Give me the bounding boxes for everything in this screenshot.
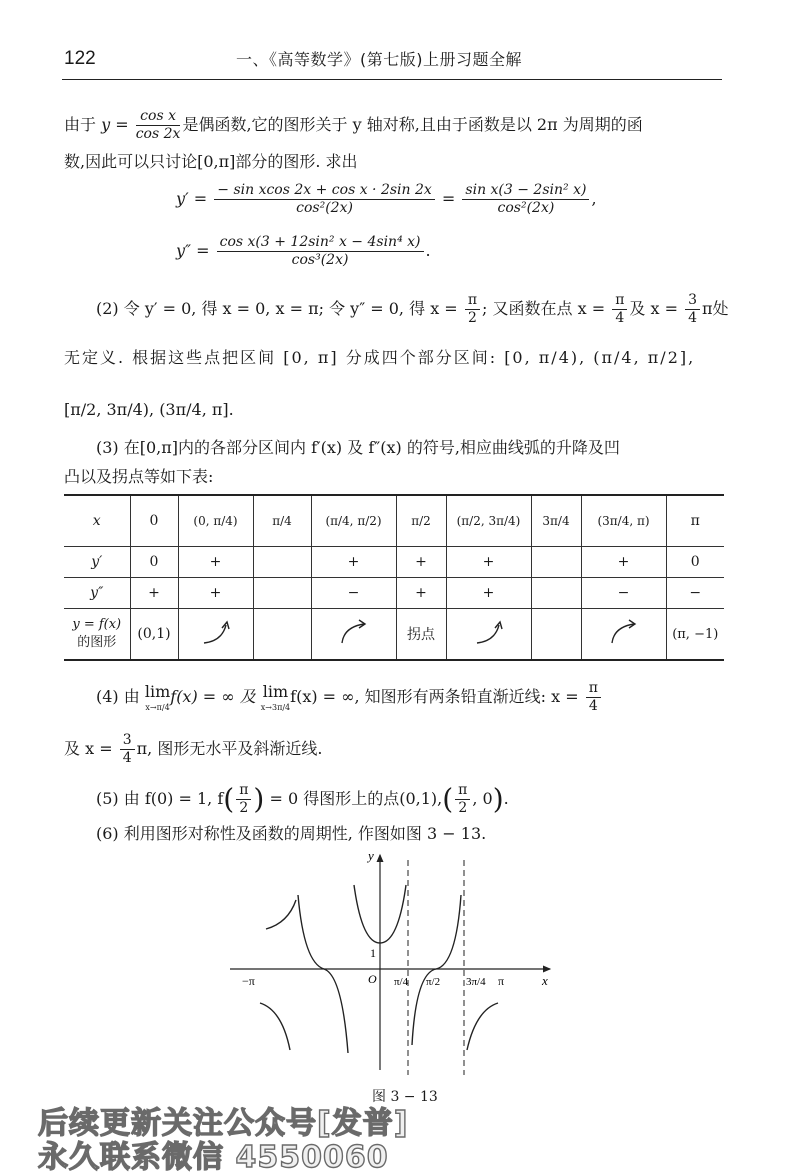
step4-frac-3-4 xyxy=(120,732,135,767)
label-neg-pi: −π xyxy=(242,974,255,988)
interval-3: [π/2, 3π/4) xyxy=(64,400,150,419)
header-rule xyxy=(62,79,722,80)
intro-text-2: 是偶函数,它的图形关于 y 轴对称,且由于函数是以 2π 为周期的函 xyxy=(182,115,643,134)
paren-open: ( xyxy=(442,782,454,816)
frac-den: 2 xyxy=(458,800,468,816)
concave-down-increasing-arc-icon xyxy=(604,615,644,649)
table-cell xyxy=(253,578,311,609)
step3-line-1: (3) 在[0,π]内的各部分区间内 f′(x) 及 f″(x) 的符号,相应曲线弧的升降及凹 xyxy=(96,438,620,457)
frac-num: π xyxy=(586,680,601,698)
sign-table xyxy=(64,494,724,661)
figure-3-13 xyxy=(220,845,560,1080)
label-pi: π xyxy=(498,974,505,988)
step4-text-c: f(x) = ∞, 知图形有两条铅直渐近线: x = xyxy=(290,687,579,706)
table-cell xyxy=(253,547,311,578)
frac-den: 4 xyxy=(615,310,625,326)
cell-header-graph xyxy=(64,609,130,661)
table-cell: 0 xyxy=(130,547,178,578)
step2-line-3: [π/2, 3π/4), (3π/4, π]. xyxy=(64,400,234,419)
step4-line-2 xyxy=(64,732,322,767)
curve-left-middle-branch xyxy=(298,895,348,1053)
table-cell: (0, π/4) xyxy=(178,495,253,547)
intro-line-2: 数,因此可以只讨论[0,π]部分的图形. 求出 xyxy=(64,152,358,171)
table-cell: 拐点 xyxy=(396,609,446,661)
step2-frac-pi-2 xyxy=(465,292,480,327)
page-number: 122 xyxy=(64,48,96,69)
frac-den: 2 xyxy=(239,800,249,816)
curve-right-branch xyxy=(467,1003,498,1050)
frac-num: π xyxy=(612,292,627,310)
graph-label-2: 的图形 xyxy=(77,635,117,650)
watermark-line-1: 后续更新关注公众号[发普] xyxy=(38,1106,409,1141)
label-pi-over-4: π/4 xyxy=(394,976,409,988)
table-cell: 3π/4 xyxy=(531,495,581,547)
step5-text-b: = 0 得图形上的点(0,1), xyxy=(269,789,443,808)
table-cell: − xyxy=(666,578,724,609)
step6-line: (6) 利用图形对称性及函数的周期性, 作图如图 3 − 13. xyxy=(96,824,487,843)
table-cell: − xyxy=(581,578,666,609)
interval-4: (3π/4, π] xyxy=(159,400,229,419)
step2-line-1 xyxy=(96,292,729,327)
y2-den: cos³(2x) xyxy=(291,252,349,268)
intro-text: 由于 xyxy=(64,115,102,134)
table-cell: − xyxy=(311,578,396,609)
table-cell: + xyxy=(446,547,531,578)
y1-den2: cos²(2x) xyxy=(497,200,555,216)
intro-frac-den: cos 2x xyxy=(135,126,181,142)
limit-1 xyxy=(145,680,170,712)
table-row-x xyxy=(64,495,724,547)
step5-text-a: (5) 由 f(0) = 1, f xyxy=(96,789,224,808)
y1-den: cos²(2x) xyxy=(296,200,353,216)
interval-1: [0, π/4) xyxy=(504,348,580,367)
label-y: y xyxy=(368,848,374,863)
table-cell-curve xyxy=(311,609,396,661)
graph-label-1: y = f(x) xyxy=(72,617,122,632)
figure-caption: 图 3 − 13 xyxy=(372,1089,438,1105)
table-cell: + xyxy=(178,578,253,609)
curve-left-upper-branch xyxy=(266,900,296,929)
step2-text-b: ; 又函数在点 x = xyxy=(482,299,606,318)
interval-2: (π/4, π/2] xyxy=(593,348,689,367)
table-cell: + xyxy=(311,547,396,578)
step5-text-c: , 0 xyxy=(472,789,493,808)
y2-fraction xyxy=(217,234,424,269)
frac-num: π xyxy=(236,782,251,800)
table-cell: + xyxy=(396,547,446,578)
table-cell: 0 xyxy=(130,495,178,547)
frac-den: 4 xyxy=(122,750,132,766)
label-x: x xyxy=(542,973,548,988)
frac-num: π xyxy=(465,292,480,310)
table-row-y2 xyxy=(64,578,724,609)
step5-frac-2 xyxy=(455,782,470,817)
lim-subscript: x→3π/4 xyxy=(260,703,291,712)
table-cell: (π, −1) xyxy=(666,609,724,661)
table-cell: 0 xyxy=(666,547,724,578)
table-cell: + xyxy=(130,578,178,609)
frac-num: 3 xyxy=(685,292,700,310)
watermark-line-2: 永久联系微信 4550060 xyxy=(38,1140,389,1175)
lim-subscript: x→π/4 xyxy=(145,703,170,712)
y2-end: . xyxy=(425,241,431,260)
y1-fraction xyxy=(214,182,435,217)
table-cell: + xyxy=(581,547,666,578)
table-cell-curve xyxy=(178,609,253,661)
table-cell: (0,1) xyxy=(130,609,178,661)
table-cell xyxy=(531,609,581,661)
frac-den: 2 xyxy=(467,310,477,326)
concave-up-increasing-arc-icon xyxy=(196,615,236,649)
table-cell: + xyxy=(446,578,531,609)
table-row-graph xyxy=(64,609,724,661)
table-cell xyxy=(531,578,581,609)
table-cell: π/2 xyxy=(396,495,446,547)
frac-den: 4 xyxy=(688,310,698,326)
table-cell: (π/2, 3π/4) xyxy=(446,495,531,547)
frac-num: π xyxy=(455,782,470,800)
label-3pi-over-4: 3π/4 xyxy=(466,976,486,988)
cell-header-y1: y′ xyxy=(64,547,130,578)
concave-down-increasing-arc-icon xyxy=(334,615,374,649)
table-cell: π xyxy=(666,495,724,547)
curve-left-lower-branch xyxy=(260,1003,290,1050)
table-cell-curve xyxy=(446,609,531,661)
table-cell: π/4 xyxy=(253,495,311,547)
table-row-y1 xyxy=(64,547,724,578)
step5-frac xyxy=(236,782,251,817)
step2-text-a: (2) 令 y′ = 0, 得 x = 0, x = π; 令 y″ = 0, 得 x = xyxy=(96,299,458,318)
lim-word: lim xyxy=(262,682,289,701)
step4-text-2a: 及 x = xyxy=(64,739,113,758)
step2-text-line2: 无定义. 根据这些点把区间 [0, π] 分成四个部分区间: xyxy=(64,348,498,367)
intro-y-eq: y = xyxy=(101,115,129,134)
step3-line-2: 凸以及拐点等如下表: xyxy=(64,467,214,486)
y1-label: y′ = xyxy=(176,189,208,208)
step4-text-2b: π, 图形无水平及斜渐近线. xyxy=(136,739,323,758)
step4-text-b: f(x) = ∞ 及 xyxy=(170,687,256,706)
first-derivative xyxy=(176,182,597,217)
step2-line-2: 无定义. 根据这些点把区间 [0, π] 分成四个部分区间: [0, π/4), (π/4, π/2], xyxy=(64,348,696,367)
table-cell: + xyxy=(178,547,253,578)
step4-frac-pi-4 xyxy=(586,680,601,715)
paren-close: ) xyxy=(492,782,504,816)
y2-num: cos x(3 + 12sin² x − 4sin⁴ x) xyxy=(217,234,424,252)
paren-open: ( xyxy=(223,782,235,816)
step5-line xyxy=(96,782,509,817)
table-cell: + xyxy=(396,578,446,609)
intro-frac-num: cos x xyxy=(136,108,181,126)
frac-den: 4 xyxy=(588,698,598,714)
table-cell xyxy=(253,609,311,661)
label-origin: O xyxy=(368,972,377,986)
y1-num: − sin xcos 2x + cos x · 2sin 2x xyxy=(214,182,435,200)
label-one: 1 xyxy=(370,946,376,960)
table-cell-curve xyxy=(581,609,666,661)
y1-fraction-2 xyxy=(462,182,589,217)
y1-end: , xyxy=(591,189,597,208)
y1-num2: sin x(3 − 2sin² x) xyxy=(462,182,589,200)
intro-fraction xyxy=(136,108,181,143)
table-cell xyxy=(531,547,581,578)
label-pi-over-2: π/2 xyxy=(426,976,441,988)
limit-2 xyxy=(261,680,290,712)
cell-header-y2: y″ xyxy=(64,578,130,609)
step2-text-c: 及 x = xyxy=(629,299,679,318)
y2-label: y″ = xyxy=(176,241,210,260)
step5-end: . xyxy=(503,789,509,808)
second-derivative xyxy=(176,234,431,269)
frac-num: 3 xyxy=(120,732,135,750)
table-cell: (3π/4, π) xyxy=(581,495,666,547)
y1-eq: = xyxy=(441,189,456,208)
step2-text-d: π处 xyxy=(702,299,729,318)
table-cell: (π/4, π/2) xyxy=(311,495,396,547)
intro-line-1 xyxy=(64,108,643,143)
paren-close: ) xyxy=(253,782,265,816)
running-header-title: 一、《高等数学》(第七版)上册习题全解 xyxy=(236,50,522,69)
curve-middle-branch xyxy=(412,895,461,1045)
lim-word: lim xyxy=(144,682,171,701)
step2-frac-pi-4 xyxy=(612,292,627,327)
step4-line-1 xyxy=(96,680,603,715)
step4-text-a: (4) 由 xyxy=(96,687,140,706)
concave-up-increasing-arc-icon xyxy=(469,615,509,649)
cell-header-x: x xyxy=(64,495,130,547)
step2-frac-3-4 xyxy=(685,292,700,327)
